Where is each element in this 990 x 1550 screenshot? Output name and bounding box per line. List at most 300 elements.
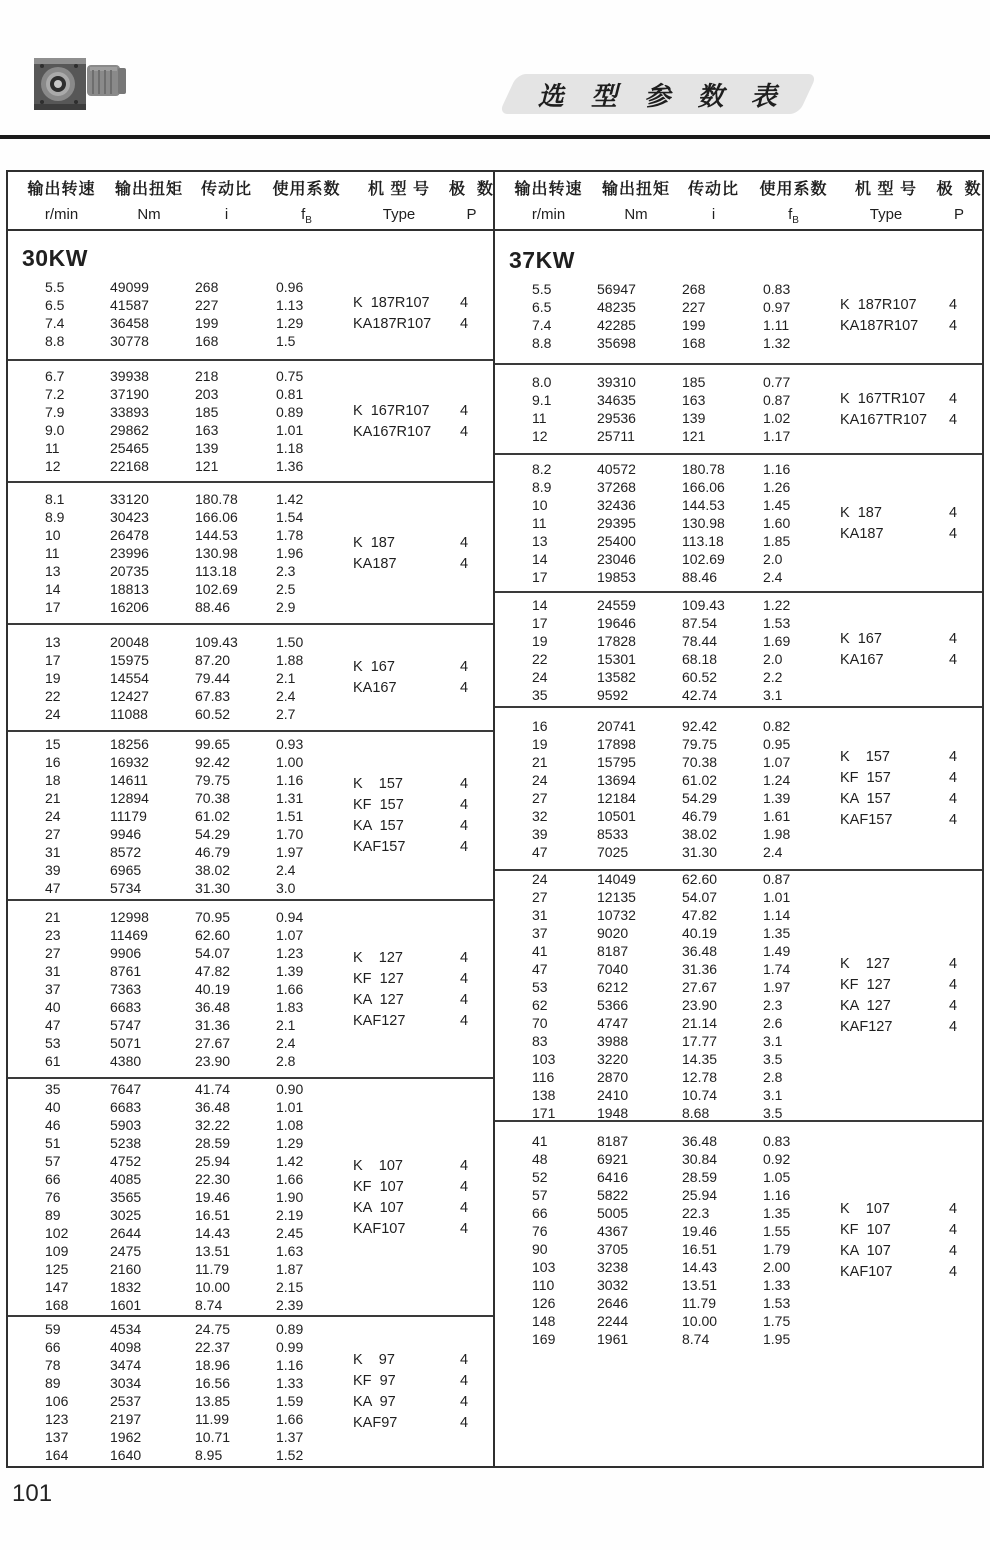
table-row [8, 1134, 351, 1152]
type-name: KAF107 [840, 1263, 893, 1280]
fb-cell: 1.95 [763, 1331, 791, 1347]
fb-cell: 3.1 [763, 1086, 783, 1103]
speed-cell: 41 [532, 942, 548, 959]
speed-cell: 8.2 [532, 461, 552, 477]
param-block [8, 623, 493, 730]
speed-cell: 7.2 [45, 386, 65, 402]
table-row [495, 1312, 838, 1330]
table-row [8, 1320, 351, 1338]
table-row [8, 1188, 351, 1206]
speed-cell: 19 [532, 735, 548, 752]
speed-cell: 66 [45, 1171, 61, 1187]
pole-count: 4 [948, 411, 958, 428]
table-row [8, 789, 351, 807]
type-entry [838, 650, 982, 671]
ratio-cell: 139 [682, 410, 706, 426]
param-block [8, 1315, 493, 1466]
ratio-cell: 227 [682, 298, 706, 315]
ratio-cell: 79.44 [195, 669, 231, 686]
fb-cell: 0.87 [763, 392, 791, 408]
type-entry [838, 388, 982, 409]
rows-wrap [8, 367, 493, 475]
rows-wrap [8, 633, 493, 723]
fb-cell: 1.02 [763, 410, 791, 426]
page-number: 101 [12, 1480, 53, 1507]
fb-cell: 1.37 [276, 1428, 304, 1445]
table-row [8, 1206, 351, 1224]
torque-cell: 35698 [597, 334, 636, 351]
table-row [8, 1392, 351, 1410]
ratio-cell: 139 [195, 440, 219, 456]
gearmotor-illustration [30, 52, 130, 116]
speed-cell: 53 [532, 978, 548, 995]
table-row [8, 687, 351, 705]
pole-count: 4 [459, 1373, 469, 1389]
fb-cell: 1.16 [276, 771, 304, 788]
pole-count: 4 [948, 1221, 958, 1238]
table-row [495, 1186, 838, 1204]
header-output-torque: 输出扭矩 Nm [601, 180, 670, 223]
ratio-cell: 27.67 [195, 1035, 231, 1051]
rows-wrap [8, 278, 493, 350]
speed-cell: 110 [532, 1277, 555, 1293]
torque-cell: 13582 [597, 668, 636, 685]
table-row [495, 789, 838, 807]
type-entry [351, 816, 493, 837]
torque-cell: 8761 [110, 963, 142, 979]
ratio-cell: 22.3 [682, 1205, 710, 1221]
speed-cell: 47 [45, 879, 61, 896]
ratio-cell: 92.42 [195, 753, 231, 770]
type-name: K 167TR107 [840, 390, 926, 407]
speed-cell: 18 [45, 771, 61, 788]
rows-wrap [495, 717, 982, 861]
rows-wrap [8, 735, 493, 897]
torque-cell: 16932 [110, 753, 149, 770]
speed-cell: 8.0 [532, 374, 552, 390]
torque-cell: 7647 [110, 1081, 142, 1097]
table-row [495, 1086, 838, 1104]
pole-count: 4 [948, 791, 958, 807]
speed-cell: 125 [45, 1261, 69, 1277]
type-name: K 167 [840, 631, 882, 647]
torque-cell: 8187 [597, 1133, 629, 1149]
type-entry [351, 1218, 493, 1239]
ratio-cell: 163 [195, 422, 219, 438]
fb-cell: 1.05 [763, 1169, 791, 1185]
fb-cell: 2.4 [276, 687, 296, 704]
rows-wrap [495, 870, 982, 1122]
speed-cell: 6.7 [45, 368, 65, 384]
pole-count: 4 [948, 631, 958, 647]
pole-count: 4 [948, 297, 958, 313]
torque-cell: 3705 [597, 1241, 629, 1257]
table-row [8, 1224, 351, 1242]
speed-cell: 53 [45, 1035, 61, 1051]
speed-cell: 57 [45, 1153, 61, 1169]
ratio-cell: 40.19 [682, 924, 718, 941]
header-type: 机 型 号 Type [855, 180, 917, 223]
fb-cell: 1.35 [763, 924, 791, 941]
type-list [351, 633, 493, 723]
ratio-cell: 130.98 [195, 545, 238, 561]
ratio-cell: 13.51 [195, 1243, 231, 1259]
table-row [8, 421, 351, 439]
torque-cell: 32436 [597, 497, 636, 513]
fb-cell: 1.55 [763, 1223, 791, 1239]
type-name: K 167 [353, 659, 395, 675]
torque-cell: 25465 [110, 440, 149, 456]
param-block [495, 231, 982, 363]
speed-cell: 39 [45, 861, 61, 878]
table-row [8, 562, 351, 580]
type-list [838, 373, 982, 445]
speed-cell: 17 [532, 614, 548, 631]
speed-cell: 21 [532, 753, 548, 770]
data-grid [8, 367, 351, 475]
table-row [8, 908, 351, 926]
fb-cell: 1.53 [763, 614, 791, 631]
speed-cell: 37 [45, 981, 61, 997]
ratio-cell: 25.94 [195, 1153, 231, 1169]
speed-cell: 171 [532, 1104, 556, 1121]
type-name: KA167R107 [353, 423, 432, 440]
torque-cell: 3238 [597, 1259, 629, 1275]
torque-cell: 30778 [110, 332, 149, 349]
ratio-cell: 14.43 [195, 1225, 231, 1241]
table-row [8, 1374, 351, 1392]
speed-cell: 11 [45, 545, 60, 561]
type-entry [838, 629, 982, 650]
header-divider [0, 135, 990, 139]
speed-cell: 32 [532, 807, 548, 824]
type-entry [838, 409, 982, 430]
ratio-cell: 8.74 [682, 1331, 710, 1347]
fb-cell: 1.16 [276, 1356, 304, 1373]
rows-wrap [495, 1132, 982, 1348]
table-row [495, 924, 838, 942]
speed-cell: 6.5 [45, 296, 65, 313]
table-row [495, 373, 838, 391]
type-list [351, 1080, 493, 1314]
param-block [8, 899, 493, 1077]
ratio-cell: 121 [682, 428, 706, 444]
fb-cell: 1.74 [763, 960, 791, 977]
torque-cell: 15975 [110, 651, 149, 668]
speed-cell: 8.8 [45, 332, 65, 349]
table-row [8, 825, 351, 843]
pole-count: 4 [459, 659, 469, 675]
speed-cell: 8.9 [45, 509, 65, 525]
type-list [351, 908, 493, 1070]
ratio-cell: 67.83 [195, 687, 231, 704]
type-name: K 107 [353, 1157, 403, 1174]
fb-cell: 1.87 [276, 1261, 304, 1277]
type-entry [838, 768, 982, 789]
speed-cell: 7.9 [45, 404, 65, 420]
ratio-cell: 185 [682, 374, 706, 390]
speed-cell: 62 [532, 996, 548, 1013]
ratio-cell: 70.38 [682, 753, 718, 770]
speed-cell: 40 [45, 1099, 61, 1115]
type-entry [838, 1198, 982, 1219]
speed-cell: 12 [45, 458, 61, 474]
ratio-cell: 268 [195, 278, 219, 295]
table-row [8, 457, 351, 475]
type-entry [838, 954, 982, 975]
torque-cell: 16206 [110, 599, 149, 615]
torque-cell: 9020 [597, 924, 629, 941]
data-grid [8, 735, 351, 897]
fb-cell: 0.77 [763, 374, 791, 390]
pole-count: 4 [948, 525, 958, 542]
fb-cell: 1.66 [276, 981, 304, 997]
fb-cell: 1.39 [276, 963, 304, 979]
torque-cell: 4534 [110, 1320, 142, 1337]
fb-cell: 1.08 [276, 1117, 304, 1133]
param-block [495, 706, 982, 869]
fb-cell: 2.4 [276, 861, 296, 878]
ratio-cell: 31.36 [195, 1017, 231, 1033]
torque-cell: 12427 [110, 687, 149, 704]
torque-cell: 5005 [597, 1205, 629, 1221]
torque-cell: 4380 [110, 1053, 142, 1069]
ratio-cell: 180.78 [195, 491, 238, 507]
ratio-cell: 227 [195, 296, 219, 313]
data-grid [495, 280, 838, 352]
speed-cell: 8.9 [532, 479, 552, 495]
speed-cell: 138 [532, 1086, 556, 1103]
table-row [495, 843, 838, 861]
torque-cell: 9946 [110, 825, 142, 842]
fb-cell: 1.61 [763, 807, 791, 824]
table-row [8, 1098, 351, 1116]
ratio-cell: 144.53 [682, 497, 725, 513]
torque-cell: 29536 [597, 410, 636, 426]
type-entry [838, 975, 982, 996]
type-name: KA187R107 [353, 316, 432, 332]
torque-cell: 49099 [110, 278, 149, 295]
pole-count: 4 [948, 504, 958, 521]
ratio-cell: 14.43 [682, 1259, 718, 1275]
speed-cell: 137 [45, 1428, 69, 1445]
ratio-cell: 62.60 [195, 927, 231, 943]
torque-cell: 13694 [597, 771, 636, 788]
speed-cell: 19 [532, 632, 548, 649]
ratio-cell: 113.18 [195, 563, 237, 579]
type-name: KF 107 [353, 1178, 404, 1195]
speed-cell: 14 [45, 581, 61, 597]
rows-wrap [8, 908, 493, 1070]
type-entry [838, 996, 982, 1017]
fb-cell: 1.39 [763, 789, 791, 806]
type-entry [351, 989, 493, 1010]
torque-cell: 5238 [110, 1135, 142, 1151]
ratio-cell: 268 [682, 280, 706, 297]
ratio-cell: 13.85 [195, 1392, 231, 1409]
torque-cell: 3474 [110, 1356, 142, 1373]
pole-count: 4 [948, 1242, 958, 1259]
table-row [8, 753, 351, 771]
torque-cell: 15301 [597, 650, 636, 667]
data-grid [495, 596, 838, 704]
fb-cell: 0.82 [763, 717, 791, 734]
table-row [495, 1222, 838, 1240]
fb-cell: 1.90 [276, 1189, 304, 1205]
speed-cell: 24 [45, 807, 61, 824]
table-row [8, 1356, 351, 1374]
torque-cell: 7025 [597, 843, 629, 860]
table-row [495, 568, 838, 586]
torque-cell: 29862 [110, 422, 149, 438]
fb-cell: 2.7 [276, 705, 296, 722]
fb-cell: 2.3 [763, 996, 783, 1013]
data-grid [8, 490, 351, 616]
table-row [8, 944, 351, 962]
ratio-cell: 121 [195, 458, 219, 474]
torque-cell: 34635 [597, 392, 636, 408]
table-row [8, 1278, 351, 1296]
table-row [495, 1032, 838, 1050]
ratio-cell: 185 [195, 404, 219, 420]
param-block [8, 481, 493, 623]
fb-cell: 1.01 [276, 422, 304, 438]
table-row [8, 1260, 351, 1278]
speed-cell: 35 [532, 686, 548, 703]
type-name: KA 97 [353, 1394, 396, 1410]
gearmotor-photo [30, 52, 130, 122]
speed-cell: 22 [532, 650, 548, 667]
table-row [8, 580, 351, 598]
type-name: K 187R107 [840, 297, 917, 313]
type-entry [351, 293, 493, 314]
param-block [8, 730, 493, 899]
ratio-cell: 21.14 [682, 1014, 718, 1031]
table-row [8, 1428, 351, 1446]
type-entry [351, 532, 493, 553]
fb-cell: 1.42 [276, 491, 304, 507]
fb-cell: 0.90 [276, 1081, 304, 1097]
torque-cell: 2410 [597, 1086, 629, 1103]
speed-cell: 24 [532, 668, 548, 685]
header-output-speed: 输出转速 r/min [27, 180, 96, 223]
ratio-cell: 60.52 [195, 705, 231, 722]
type-name: KF 107 [840, 1221, 891, 1238]
speed-cell: 12 [532, 428, 548, 444]
speed-cell: 9.1 [532, 392, 552, 408]
table-row [8, 598, 351, 616]
table-row [495, 550, 838, 568]
table-row [8, 1410, 351, 1428]
ratio-cell: 22.37 [195, 1338, 231, 1355]
speed-cell: 106 [45, 1392, 69, 1409]
table-row [495, 668, 838, 686]
torque-cell: 37190 [110, 386, 149, 402]
torque-cell: 20735 [110, 563, 149, 579]
speed-cell: 17 [45, 599, 61, 615]
table-row [495, 978, 838, 996]
fb-cell: 1.98 [763, 825, 791, 842]
ratio-cell: 87.20 [195, 651, 231, 668]
ratio-cell: 166.06 [682, 479, 725, 495]
ratio-cell: 14.35 [682, 1050, 718, 1067]
type-name: KA187 [353, 555, 397, 572]
torque-cell: 4085 [110, 1171, 142, 1187]
pole-count: 4 [459, 949, 469, 966]
type-name: KA187R107 [840, 318, 919, 334]
table-header [495, 172, 982, 231]
data-grid [495, 717, 838, 861]
ratio-cell: 41.74 [195, 1081, 231, 1097]
fb-cell: 0.93 [276, 735, 304, 752]
torque-cell: 19853 [597, 569, 636, 585]
torque-cell: 5903 [110, 1117, 142, 1133]
fb-cell: 1.70 [276, 825, 304, 842]
type-name: KF 97 [353, 1373, 396, 1389]
speed-cell: 31 [532, 906, 548, 923]
speed-cell: 15 [45, 735, 61, 752]
type-name: K 107 [840, 1200, 890, 1217]
param-block [495, 363, 982, 453]
fb-cell: 2.4 [763, 843, 783, 860]
ratio-cell: 31.30 [682, 843, 718, 860]
ratio-cell: 11.79 [195, 1261, 229, 1277]
speed-cell: 168 [45, 1297, 69, 1313]
torque-cell: 18256 [110, 735, 149, 752]
torque-cell: 33120 [110, 491, 149, 507]
table-row [495, 1068, 838, 1086]
rows-wrap [8, 1080, 493, 1314]
pole-count: 4 [459, 1157, 469, 1174]
ratio-cell: 36.48 [195, 1099, 231, 1115]
type-name: KAF127 [353, 1012, 406, 1029]
fb-cell: 0.99 [276, 1338, 304, 1355]
section-title: 30KW [22, 244, 88, 271]
speed-cell: 103 [532, 1050, 556, 1067]
pole-count: 4 [459, 316, 469, 332]
table-row [495, 1132, 838, 1150]
speed-cell: 31 [45, 843, 61, 860]
speed-cell: 8.1 [45, 491, 65, 507]
table-row [8, 1446, 351, 1464]
torque-cell: 2160 [110, 1261, 142, 1277]
fb-cell: 2.0 [763, 551, 783, 567]
speed-cell: 17 [45, 651, 61, 668]
fb-cell: 2.3 [276, 563, 296, 579]
type-name: KAF157 [840, 812, 893, 828]
table-row [495, 1104, 838, 1122]
torque-cell: 12184 [597, 789, 636, 806]
fb-cell: 1.36 [276, 458, 304, 474]
type-name: KA 157 [353, 818, 404, 834]
table-row [495, 478, 838, 496]
table-row [8, 1016, 351, 1034]
fb-cell: 1.14 [763, 906, 791, 923]
torque-cell: 30423 [110, 509, 149, 525]
pole-count: 4 [948, 318, 958, 334]
ratio-cell: 16.56 [195, 1374, 231, 1391]
pole-count: 4 [948, 390, 958, 407]
type-name: KF 157 [840, 770, 891, 786]
fb-cell: 1.33 [763, 1277, 791, 1293]
fb-cell: 2.0 [763, 650, 783, 667]
param-block [8, 231, 493, 359]
param-block [8, 359, 493, 481]
ratio-cell: 102.69 [682, 551, 725, 567]
ratio-cell: 30.84 [682, 1151, 718, 1167]
fb-cell: 0.89 [276, 1320, 304, 1337]
pole-count: 4 [948, 770, 958, 786]
